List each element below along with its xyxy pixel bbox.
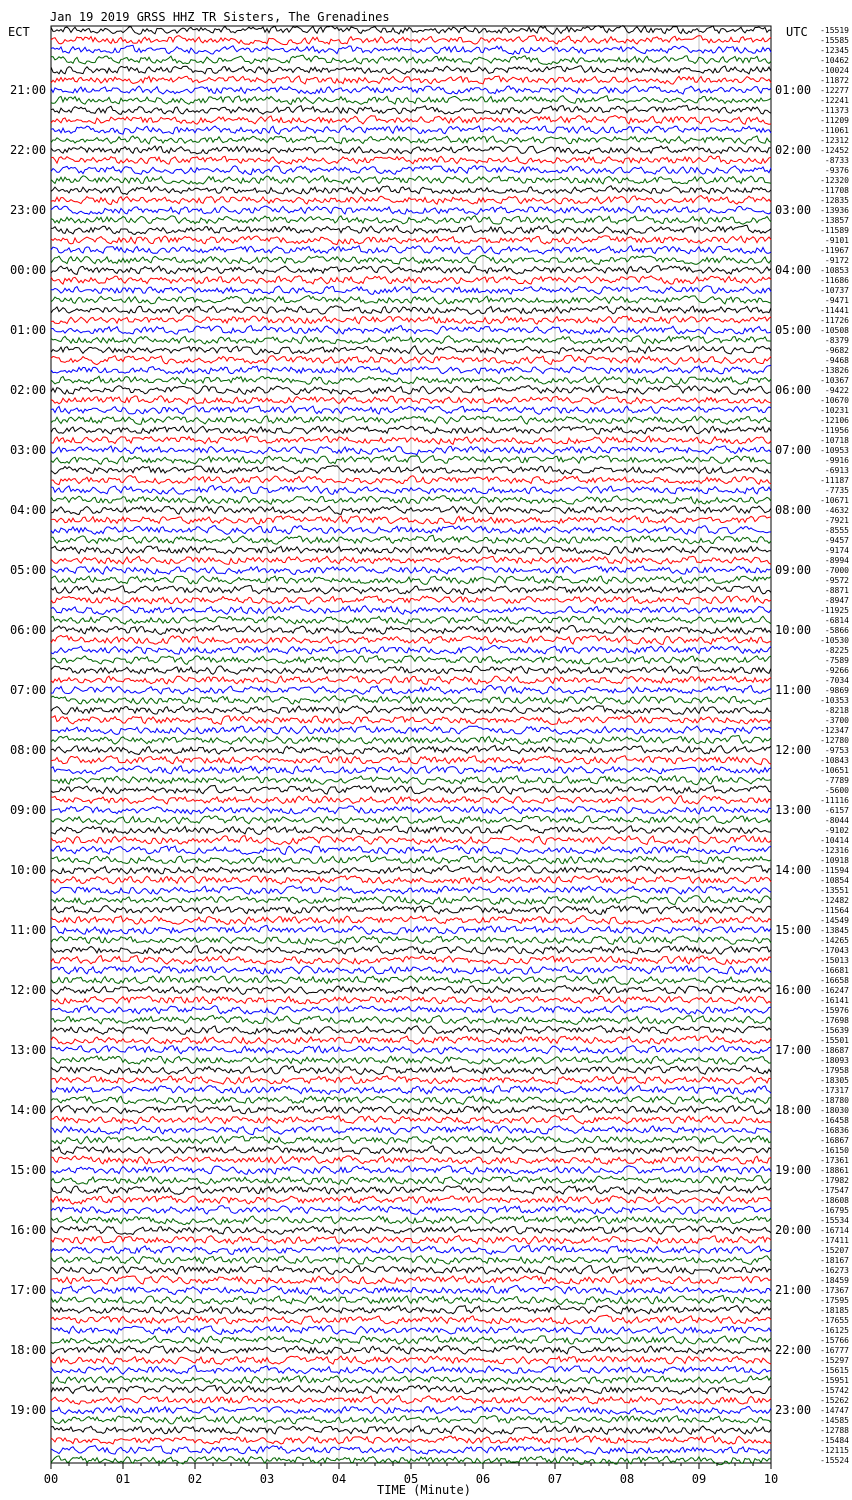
trace-value-label: -12241: [820, 96, 849, 105]
left-time-axis: [10, 83, 46, 1417]
trace-value-label: -10718: [820, 436, 849, 445]
trace-value-label: -13845: [820, 926, 849, 935]
right-hour-label: 01:00: [775, 83, 812, 97]
trace-value-label: -18687: [820, 1046, 849, 1055]
left-hour-label: 10:00: [10, 863, 47, 877]
x-tick-label: 08: [619, 1472, 635, 1486]
right-hour-label: 11:00: [775, 683, 812, 697]
x-tick-label: 09: [691, 1472, 707, 1486]
trace-value-label: -18093: [820, 1056, 849, 1065]
x-tick-label: 05: [403, 1472, 419, 1486]
trace-value-label: -15484: [820, 1436, 849, 1445]
left-hour-label: 14:00: [10, 1103, 47, 1117]
trace-value-label: -15976: [820, 1006, 849, 1015]
trace-value-label: -11209: [820, 116, 849, 125]
trace-value-label: -15742: [820, 1386, 849, 1395]
trace-value-label: -10737: [820, 286, 849, 295]
left-hour-label: 19:00: [10, 1403, 47, 1417]
trace-value-label: -8218: [824, 706, 849, 715]
trace-value-label: -17043: [820, 946, 849, 955]
trace-value-label: -12277: [820, 86, 849, 95]
minute-gridlines: [123, 26, 699, 1463]
trace-value-label: -16714: [820, 1226, 849, 1235]
trace-value-label: -9471: [824, 296, 849, 305]
trace-value-label: -16273: [820, 1266, 849, 1275]
trace-value-label: -9457: [824, 536, 849, 545]
trace-value-label: -11925: [820, 606, 849, 615]
trace-value-label: -10843: [820, 756, 849, 765]
x-tick-label: 01: [115, 1472, 131, 1486]
trace-value-label: -11686: [820, 276, 849, 285]
x-tick-label: 06: [475, 1472, 491, 1486]
trace-value-label: -18459: [820, 1276, 849, 1285]
trace-value-label: -15297: [820, 1356, 849, 1365]
trace-value-label: -12347: [820, 726, 849, 735]
trace-value-label: -16795: [820, 1206, 849, 1215]
left-hour-label: 17:00: [10, 1283, 47, 1297]
trace-value-label: -16125: [820, 1326, 849, 1335]
trace-value-label: -16681: [820, 966, 849, 975]
trace-value-label: -16247: [820, 986, 849, 995]
trace-value-label: -15766: [820, 1336, 849, 1345]
right-time-axis: [775, 83, 811, 1417]
x-tick-label: 07: [547, 1472, 563, 1486]
trace-value-label: -11967: [820, 246, 849, 255]
right-hour-label: 15:00: [775, 923, 812, 937]
trace-value-label: -9869: [824, 686, 849, 695]
trace-value-label: -11187: [820, 476, 849, 485]
left-hour-label: 05:00: [10, 563, 47, 577]
x-tick-label: 02: [187, 1472, 203, 1486]
trace-value-label: -10918: [820, 856, 849, 865]
trace-value-label: -12316: [820, 846, 849, 855]
trace-value-label: -10367: [820, 376, 849, 385]
trace-value-label: -11373: [820, 106, 849, 115]
trace-value-label: -16141: [820, 996, 849, 1005]
trace-value-label: -3700: [824, 716, 849, 725]
trace-value-label: -11726: [820, 316, 849, 325]
right-hour-label: 19:00: [775, 1163, 812, 1177]
trace-value-label: -10953: [820, 446, 849, 455]
left-hour-label: 11:00: [10, 923, 47, 937]
trace-value-label: -13826: [820, 366, 849, 375]
trace-value-label: -13936: [820, 206, 849, 215]
trace-value-label: -15524: [820, 1456, 849, 1465]
trace-value-label: -17317: [820, 1086, 849, 1095]
trace-value-label: -7921: [824, 516, 849, 525]
left-hour-label: 23:00: [10, 203, 47, 217]
right-hour-label: 18:00: [775, 1103, 812, 1117]
left-hour-label: 09:00: [10, 803, 47, 817]
trace-value-label: -15534: [820, 1216, 849, 1225]
right-hour-label: 02:00: [775, 143, 812, 157]
trace-value-label: -15519: [820, 26, 849, 35]
trace-value-label: -9266: [824, 666, 849, 675]
right-hour-label: 09:00: [775, 563, 812, 577]
trace-value-label: -17367: [820, 1286, 849, 1295]
right-hour-label: 08:00: [775, 503, 812, 517]
trace-value-label: -15262: [820, 1396, 849, 1405]
trace-value-label: -12312: [820, 136, 849, 145]
trace-value-label: -12835: [820, 196, 849, 205]
chart-title: Jan 19 2019 GRSS HHZ TR Sisters, The Grenadines: [50, 10, 390, 24]
trace-value-label: -8733: [824, 156, 849, 165]
trace-value-label: -10670: [820, 396, 849, 405]
left-hour-label: 08:00: [10, 743, 47, 757]
trace-value-label: -16150: [820, 1146, 849, 1155]
trace-value-label: -7789: [824, 776, 849, 785]
amplitude-labels: [820, 26, 849, 1465]
trace-value-label: -16867: [820, 1136, 849, 1145]
trace-value-label: -9376: [824, 166, 849, 175]
trace-value-label: -11708: [820, 186, 849, 195]
trace-value-label: -15951: [820, 1376, 849, 1385]
trace-value-label: -11589: [820, 226, 849, 235]
right-timezone-label: UTC: [786, 25, 808, 39]
left-hour-label: 22:00: [10, 143, 47, 157]
trace-value-label: -15207: [820, 1246, 849, 1255]
right-hour-label: 22:00: [775, 1343, 812, 1357]
trace-value-label: -18305: [820, 1076, 849, 1085]
trace-value-label: -11061: [820, 126, 849, 135]
trace-value-label: -12452: [820, 146, 849, 155]
trace-value-label: -9422: [824, 386, 849, 395]
trace-value-label: -6157: [824, 806, 849, 815]
trace-value-label: -7034: [824, 676, 849, 685]
right-hour-label: 07:00: [775, 443, 812, 457]
right-hour-label: 17:00: [775, 1043, 812, 1057]
trace-value-label: -14265: [820, 936, 849, 945]
x-tick-label: 00: [43, 1472, 59, 1486]
trace-value-label: -9682: [824, 346, 849, 355]
left-hour-label: 16:00: [10, 1223, 47, 1237]
trace-value-label: -11441: [820, 306, 849, 315]
trace-value-label: -6814: [824, 616, 849, 625]
right-hour-label: 23:00: [775, 1403, 812, 1417]
trace-value-label: -14585: [820, 1416, 849, 1425]
trace-value-label: -5600: [824, 786, 849, 795]
left-hour-label: 12:00: [10, 983, 47, 997]
trace-value-label: -4632: [824, 506, 849, 515]
trace-value-label: -9916: [824, 456, 849, 465]
trace-value-label: -17361: [820, 1156, 849, 1165]
trace-value-label: -18185: [820, 1306, 849, 1315]
left-hour-label: 18:00: [10, 1343, 47, 1357]
trace-value-label: -12345: [820, 46, 849, 55]
trace-value-label: -9174: [824, 546, 849, 555]
x-tick-label: 10: [763, 1472, 779, 1486]
trace-value-label: -13857: [820, 216, 849, 225]
trace-value-label: -17698: [820, 1016, 849, 1025]
trace-value-label: -10508: [820, 326, 849, 335]
left-timezone-label: ECT: [8, 25, 30, 39]
trace-value-label: -14747: [820, 1406, 849, 1415]
trace-value-label: -10853: [820, 266, 849, 275]
trace-value-label: -12780: [820, 736, 849, 745]
trace-value-label: -15615: [820, 1366, 849, 1375]
trace-value-label: -8994: [824, 556, 849, 565]
trace-value-label: -11872: [820, 76, 849, 85]
trace-value-label: -10462: [820, 56, 849, 65]
trace-value-label: -9753: [824, 746, 849, 755]
trace-value-label: -16458: [820, 1116, 849, 1125]
trace-value-label: -11956: [820, 426, 849, 435]
trace-value-label: -6913: [824, 466, 849, 475]
trace-value-label: -8871: [824, 586, 849, 595]
trace-value-label: -9102: [824, 826, 849, 835]
trace-value-label: -5866: [824, 626, 849, 635]
trace-value-label: -17958: [820, 1066, 849, 1075]
trace-value-label: -9172: [824, 256, 849, 265]
right-hour-label: 04:00: [775, 263, 812, 277]
trace-value-label: -15585: [820, 36, 849, 45]
trace-value-label: -10353: [820, 696, 849, 705]
trace-value-label: -16777: [820, 1346, 849, 1355]
trace-value-label: -17982: [820, 1176, 849, 1185]
trace-value-label: -12106: [820, 416, 849, 425]
x-axis-label: TIME (Minute): [377, 1483, 471, 1497]
left-hour-label: 06:00: [10, 623, 47, 637]
trace-value-label: -10671: [820, 496, 849, 505]
trace-value-label: -18608: [820, 1196, 849, 1205]
right-hour-label: 21:00: [775, 1283, 812, 1297]
x-tick-label: 04: [331, 1472, 347, 1486]
trace-value-label: -8225: [824, 646, 849, 655]
trace-value-label: -15639: [820, 1026, 849, 1035]
trace-value-label: -7589: [824, 656, 849, 665]
left-hour-label: 07:00: [10, 683, 47, 697]
trace-value-label: -11116: [820, 796, 849, 805]
left-hour-label: 02:00: [10, 383, 47, 397]
trace-value-label: -10414: [820, 836, 849, 845]
left-hour-label: 15:00: [10, 1163, 47, 1177]
trace-value-label: -12115: [820, 1446, 849, 1455]
trace-value-label: -18030: [820, 1106, 849, 1115]
right-hour-label: 13:00: [775, 803, 812, 817]
trace-value-label: -13551: [820, 886, 849, 895]
trace-value-label: -9101: [824, 236, 849, 245]
right-hour-label: 20:00: [775, 1223, 812, 1237]
trace-value-label: -17655: [820, 1316, 849, 1325]
trace-value-label: -10231: [820, 406, 849, 415]
left-hour-label: 01:00: [10, 323, 47, 337]
trace-value-label: -15501: [820, 1036, 849, 1045]
trace-value-label: -17595: [820, 1296, 849, 1305]
trace-value-label: -16658: [820, 976, 849, 985]
trace-value-label: -15013: [820, 956, 849, 965]
left-hour-label: 04:00: [10, 503, 47, 517]
trace-value-label: -10530: [820, 636, 849, 645]
trace-value-label: -18780: [820, 1096, 849, 1105]
trace-value-label: -10651: [820, 766, 849, 775]
right-hour-label: 12:00: [775, 743, 812, 757]
trace-value-label: -8947: [824, 596, 849, 605]
right-hour-label: 03:00: [775, 203, 812, 217]
trace-value-label: -9572: [824, 576, 849, 585]
right-hour-label: 10:00: [775, 623, 812, 637]
trace-value-label: -11594: [820, 866, 849, 875]
trace-value-label: -17547: [820, 1186, 849, 1195]
left-hour-label: 21:00: [10, 83, 47, 97]
trace-value-label: -10854: [820, 876, 849, 885]
trace-value-label: -18861: [820, 1166, 849, 1175]
trace-value-label: -7735: [824, 486, 849, 495]
trace-value-label: -12320: [820, 176, 849, 185]
left-hour-label: 03:00: [10, 443, 47, 457]
right-hour-label: 14:00: [775, 863, 812, 877]
trace-value-label: -8044: [824, 816, 849, 825]
trace-value-label: -12788: [820, 1426, 849, 1435]
trace-value-label: -8555: [824, 526, 849, 535]
trace-value-label: -11564: [820, 906, 849, 915]
trace-value-label: -8379: [824, 336, 849, 345]
left-hour-label: 00:00: [10, 263, 47, 277]
trace-value-label: -9468: [824, 356, 849, 365]
right-hour-label: 06:00: [775, 383, 812, 397]
trace-value-label: -7000: [824, 566, 849, 575]
x-tick-label: 03: [259, 1472, 275, 1486]
trace-value-label: -16836: [820, 1126, 849, 1135]
trace-value-label: -18167: [820, 1256, 849, 1265]
right-hour-label: 05:00: [775, 323, 812, 337]
left-hour-label: 13:00: [10, 1043, 47, 1057]
right-hour-label: 16:00: [775, 983, 812, 997]
trace-value-label: -12482: [820, 896, 849, 905]
trace-value-label: -17411: [820, 1236, 849, 1245]
trace-value-label: -14549: [820, 916, 849, 925]
trace-value-label: -10024: [820, 66, 849, 75]
